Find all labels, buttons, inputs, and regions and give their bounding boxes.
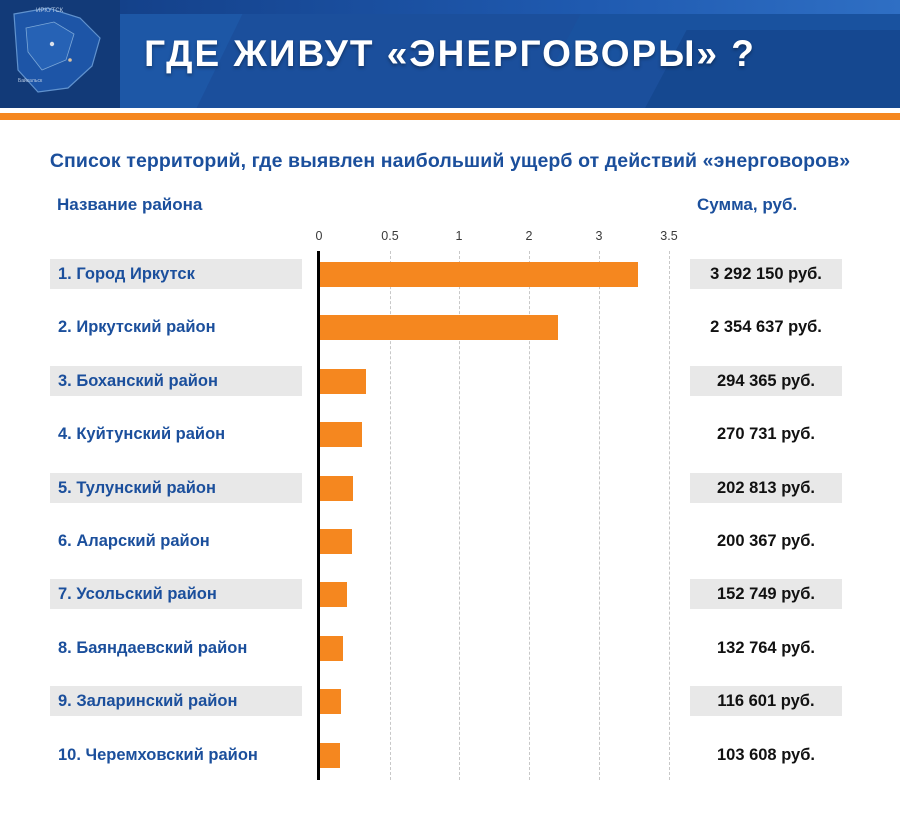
header-orange-rule [0,113,900,120]
row-label: 2. Иркутский район [58,318,216,337]
row-value: 116 601 руб. [690,686,842,716]
bar-segment [320,582,347,607]
page-header [0,0,900,120]
bar-segment [320,476,353,501]
row-value: 202 813 руб. [690,473,842,503]
x-tick-0: 0 [315,229,323,243]
x-axis-tick-labels [0,229,900,249]
table-row [0,465,900,518]
row-value: 3 292 150 руб. [690,259,842,289]
row-label: 7. Усольский район [50,579,302,609]
bar-chart [0,229,900,809]
row-label: 9. Заларинский район [50,686,302,716]
bar-segment [320,689,341,714]
x-tick-2: 2 [525,229,533,243]
row-value: 294 365 руб. [690,366,842,396]
bar-segment [320,315,558,340]
bar-segment [320,262,638,287]
bar-segment [320,636,343,661]
chart-subtitle: Список территорий, где выявлен наибольший ущерб от действий «энерговоров» [49,150,851,172]
column-header-amount: Сумма, руб. [697,195,798,214]
row-value: 270 731 руб. [716,425,816,444]
svg-text:Байкальск: Байкальск [18,78,43,84]
row-label: 10. Черемховский район [58,745,258,764]
row-label: 6. Аларский район [58,531,210,550]
bar-segment [320,369,366,394]
row-label: 3. Боханский район [50,366,302,396]
bar-segment [320,422,362,447]
bar-segment [320,743,340,768]
row-value: 152 749 руб. [690,579,842,609]
column-header-name: Название района [57,195,203,214]
row-value: 200 367 руб. [716,531,816,550]
table-row [0,518,900,571]
row-value: 132 764 руб. [716,638,816,657]
svg-text:ИРКУТСК: ИРКУТСК [36,8,64,14]
row-label: 5. Тулунский район [50,473,302,503]
table-row [0,625,900,678]
x-tick-0.5: 0.5 [381,229,399,243]
row-value: 103 608 руб. [716,745,816,764]
page-title: ГДЕ ЖИВУТ «ЭНЕРГОВОРЫ» ? [144,33,756,74]
x-tick-3: 3 [595,229,603,243]
row-value: 2 354 637 руб. [710,318,822,337]
column-headers [0,195,900,229]
row-label: 4. Куйтунский район [58,425,226,444]
x-tick-1: 1 [455,229,463,243]
chart-rows [0,251,900,785]
table-row [0,358,900,411]
table-row [0,732,900,785]
bar-segment [320,529,352,554]
x-tick-3.5: 3.5 [660,229,678,243]
table-row [0,251,900,304]
row-label: 1. Город Иркутск [50,259,302,289]
table-row [0,304,900,357]
table-row [0,411,900,464]
table-row [0,678,900,731]
table-row [0,571,900,624]
row-label: 8. Баяндаевский район [58,638,248,657]
